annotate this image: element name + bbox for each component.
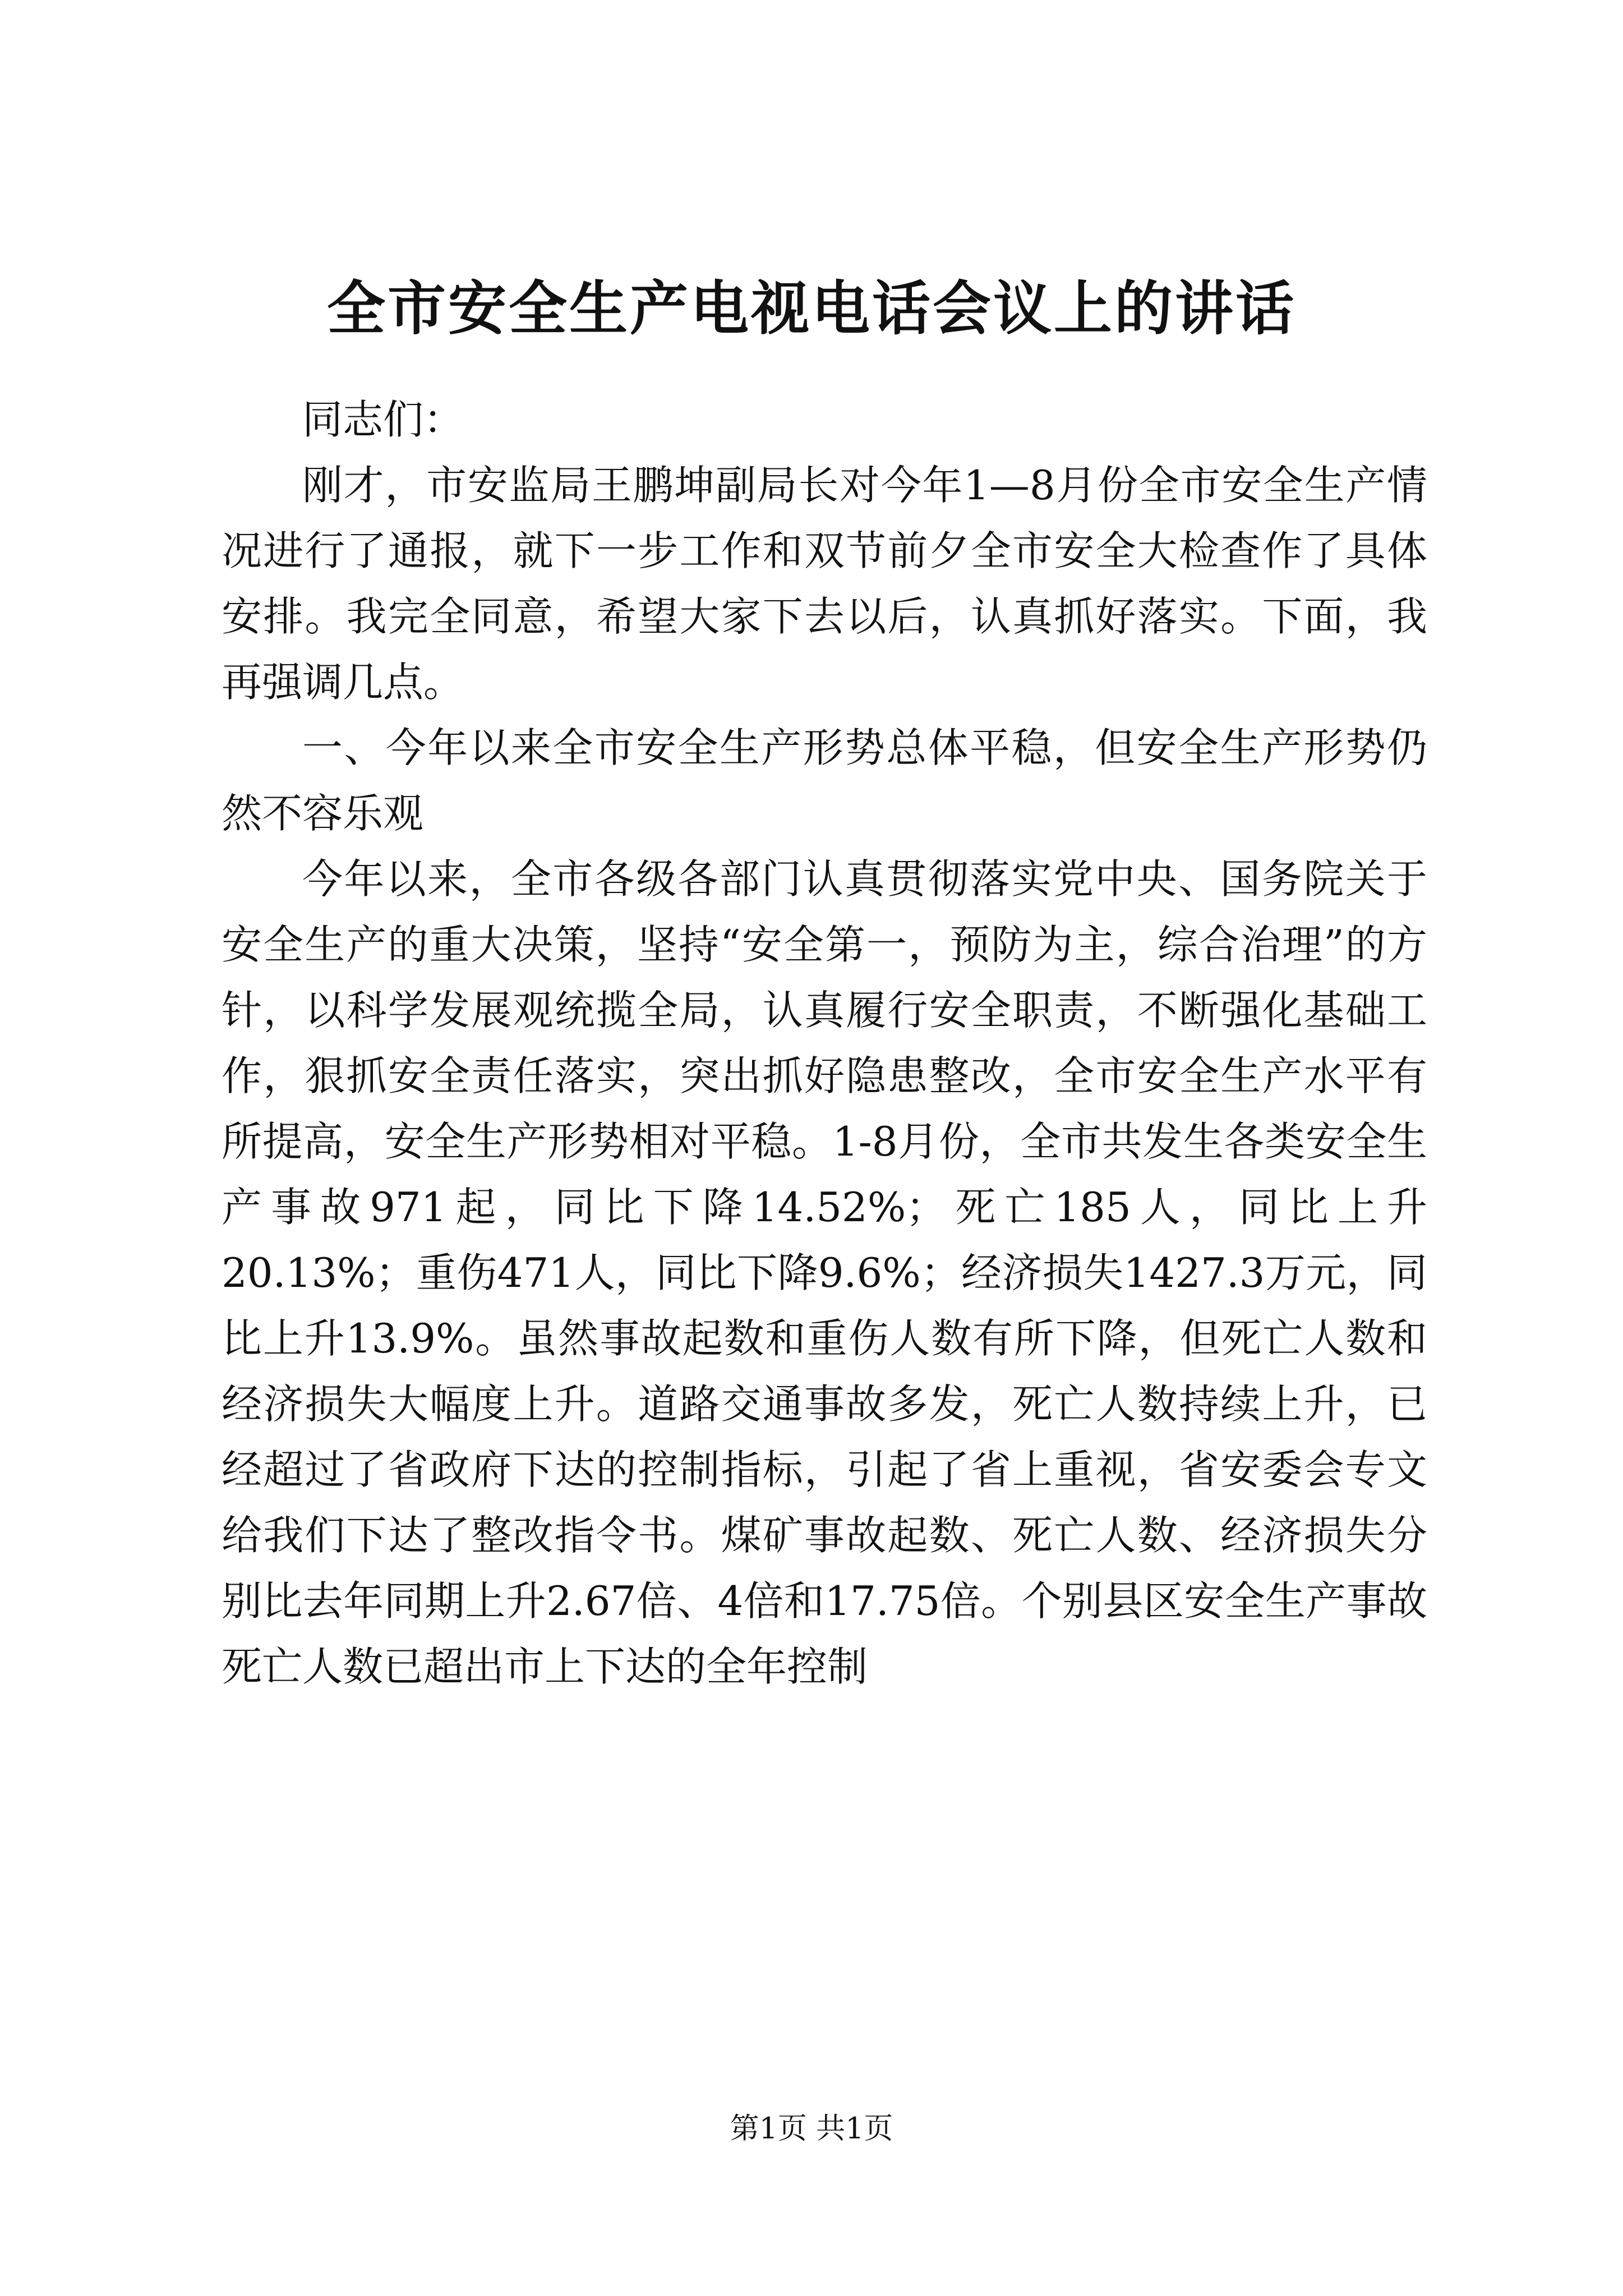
document-body bbox=[222, 387, 1427, 1700]
body-paragraph: 刚才，市安监局王鹏坤副局长对今年1—8月份全市安全生产情况进行了通报，就下一步工作和双节前夕全市安全大检查作了具体安排。我完全同意，希望大家下去以后，认真抓好落实。下面，我再强调几点。 bbox=[222, 462, 1427, 706]
greeting-paragraph: 同志们： bbox=[302, 396, 464, 443]
document-title: 全市安全生产电视电话会议上的讲话 bbox=[326, 274, 1296, 343]
page-footer: 第1页 共1页 bbox=[730, 2112, 893, 2146]
section-heading: 一、今年以来全市安全生产形势总体平稳，但安全生产形势仍然不容乐观 bbox=[222, 724, 1427, 837]
body-paragraph: 今年以来，全市各级各部门认真贯彻落实党中央、国务院关于安全生产的重大决策，坚持“安全第一，预防为主，综合治理”的方针，以科学发展观统揽全局，认真履行安全职责，不断强化基础工作，狠抓安全责任落实，突出抓好隐患整改，全市安全生产水平有所提高，安全生产形势相对平稳。1-8月份，全市共发生各类安全生产事故971起，同比下降14.52%；死亡185人，同比上升20.13%；重伤471人，同比下降9.6%；经济损失1427.3万元，同比上升13.9%。虽然事故起数和重伤人数有所下降，但死亡人数和经济损失大幅度上升。道路交通事故多发，死亡人数持续上升，已经超过了省政府下达的控制指标，引起了省上重视，省安委会专文给我们下达了整改指令书。煤矿事故起数、死亡人数、经济损失分别比去年同期上升2.67倍、4倍和17.75倍。个别县区安全生产事故死亡人数已超出市上下达的全年控制 bbox=[222, 855, 1427, 1690]
